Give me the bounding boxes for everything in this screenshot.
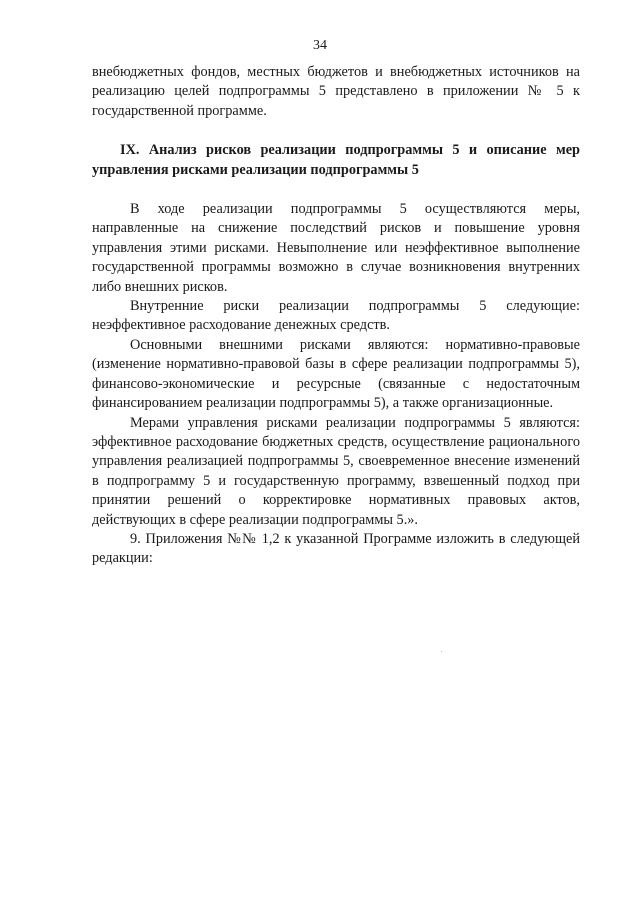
paragraph-risk-management: Мерами управления рисками реализации подпрограммы 5 являются: эффективное расходование бюджетных средств, осуществление рационального управления реализацией подпрограммы 5, своевременное внесение изменений в подпрограмму 5 и государственную программу, взвешенный подход при принятии решений о корректировке нормативных правовых актов, действующих в сфере реализации подпрограммы 5.».	[92, 414, 580, 528]
paragraph-external-risks: Основными внешними рисками являются: нормативно-правовые (изменение нормативно-правовой базы в сфере реализации подпрограммы 5), финансово-экономические и ресурсные (связанные с недостаточным финансированием реализации подпрограммы 5), а также организационные.	[92, 336, 580, 412]
paragraph-appendices: 9. Приложения №№ 1,2 к указанной Программе изложить в следующей редакции:	[92, 530, 580, 567]
section-heading: IX. Анализ рисков реализации подпрограммы 5 и описание мер управления рисками реализации подпрограммы 5	[92, 142, 580, 178]
document-body	[92, 63, 580, 569]
intro-paragraph: внебюджетных фондов, местных бюджетов и внебюджетных источников на реализацию целей подпрограммы 5 представлено в приложении № 5 к государственной программе.	[92, 64, 580, 119]
paragraph-internal-risks: Внутренние риски реализации подпрограммы 5 следующие: неэффективное расходование денежных средств.	[92, 298, 580, 334]
page-number: 34	[313, 38, 327, 53]
scan-artifact	[552, 547, 553, 548]
scan-artifact	[441, 651, 442, 652]
paragraph-risk-measures: В ходе реализации подпрограммы 5 осуществляются меры, направленные на снижение последствий рисков и повышение уровня управления этими рисками. Невыполнение или неэффективное выполнение государственной программы возможно в случае возникновения внутренних либо внешних рисков.	[92, 201, 580, 295]
